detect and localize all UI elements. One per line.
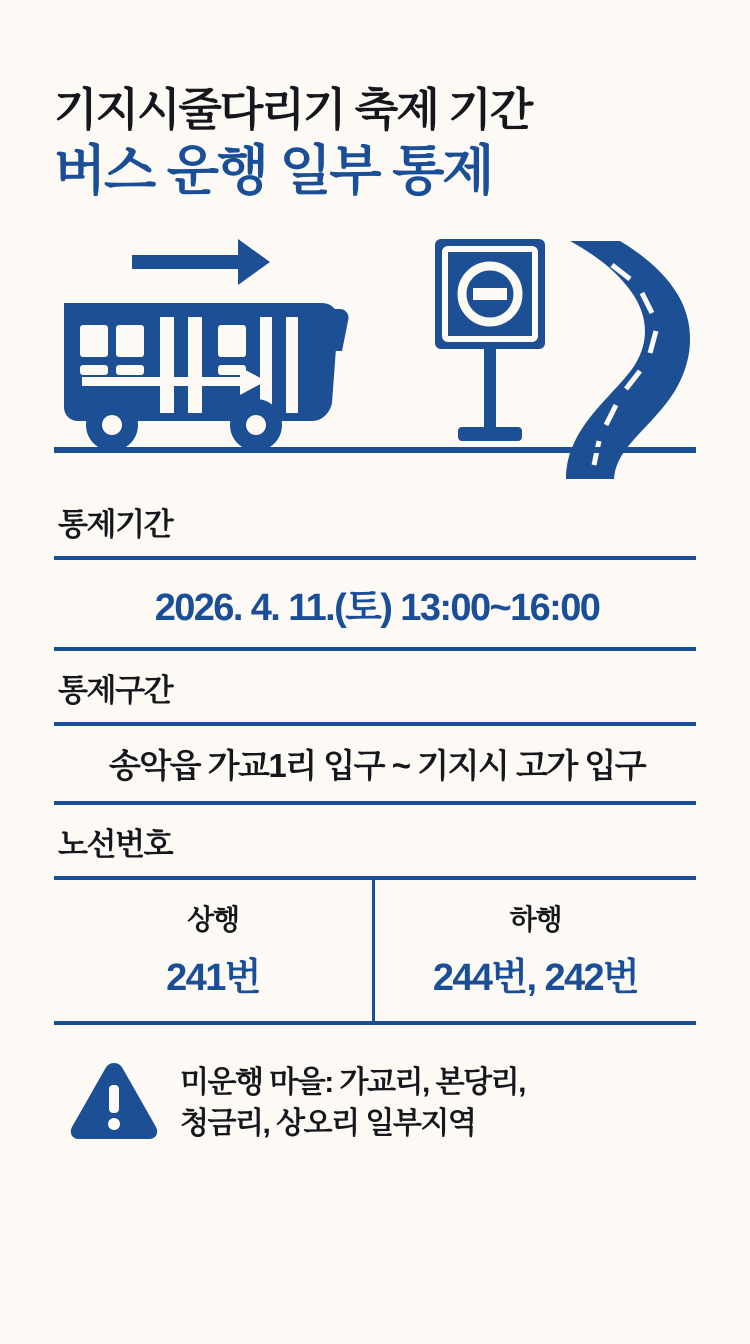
route-direction-downbound: 하행 [509, 904, 562, 936]
illustration [54, 229, 696, 479]
route-numbers-upbound: 241번 [166, 957, 260, 1000]
route-cell-downbound [375, 880, 696, 1021]
route-table [54, 880, 696, 1021]
note-section [54, 1059, 696, 1148]
note-line-1: 미운행 마을: 가교리, 본당리, [180, 1066, 525, 1100]
note-text [180, 1063, 525, 1144]
warning-triangle-icon [68, 1059, 160, 1148]
label-control-section: 통제구간 [58, 673, 173, 709]
title-line-2: 버스 운행 일부 통제 [54, 140, 493, 201]
right-arrow-icon [132, 239, 270, 285]
value-control-section: 송악읍 가교1리 입구 ~ 기지시 고가 입구 [108, 747, 646, 785]
route-cell-upbound [54, 880, 375, 1021]
illustration-graphic [54, 229, 696, 479]
ground-line [54, 447, 696, 453]
no-entry-sign-icon [435, 239, 545, 441]
page-title [54, 0, 696, 201]
info-section [54, 485, 696, 1025]
route-direction-upbound: 상행 [187, 904, 239, 936]
note-line-2: 청금리, 상오리 일부지역 [180, 1106, 476, 1140]
winding-road-icon [566, 241, 690, 479]
value-control-period: 2026. 4. 11.(토) 13:00~16:00 [154, 587, 600, 630]
label-control-period: 통제기간 [58, 507, 173, 543]
divider [54, 1021, 696, 1025]
bus-icon [64, 303, 349, 451]
label-route-number: 노선번호 [58, 827, 173, 863]
title-line-1: 기지시줄다리기 축제 기간 [54, 84, 532, 135]
route-numbers-downbound: 244번, 242번 [432, 957, 639, 1000]
